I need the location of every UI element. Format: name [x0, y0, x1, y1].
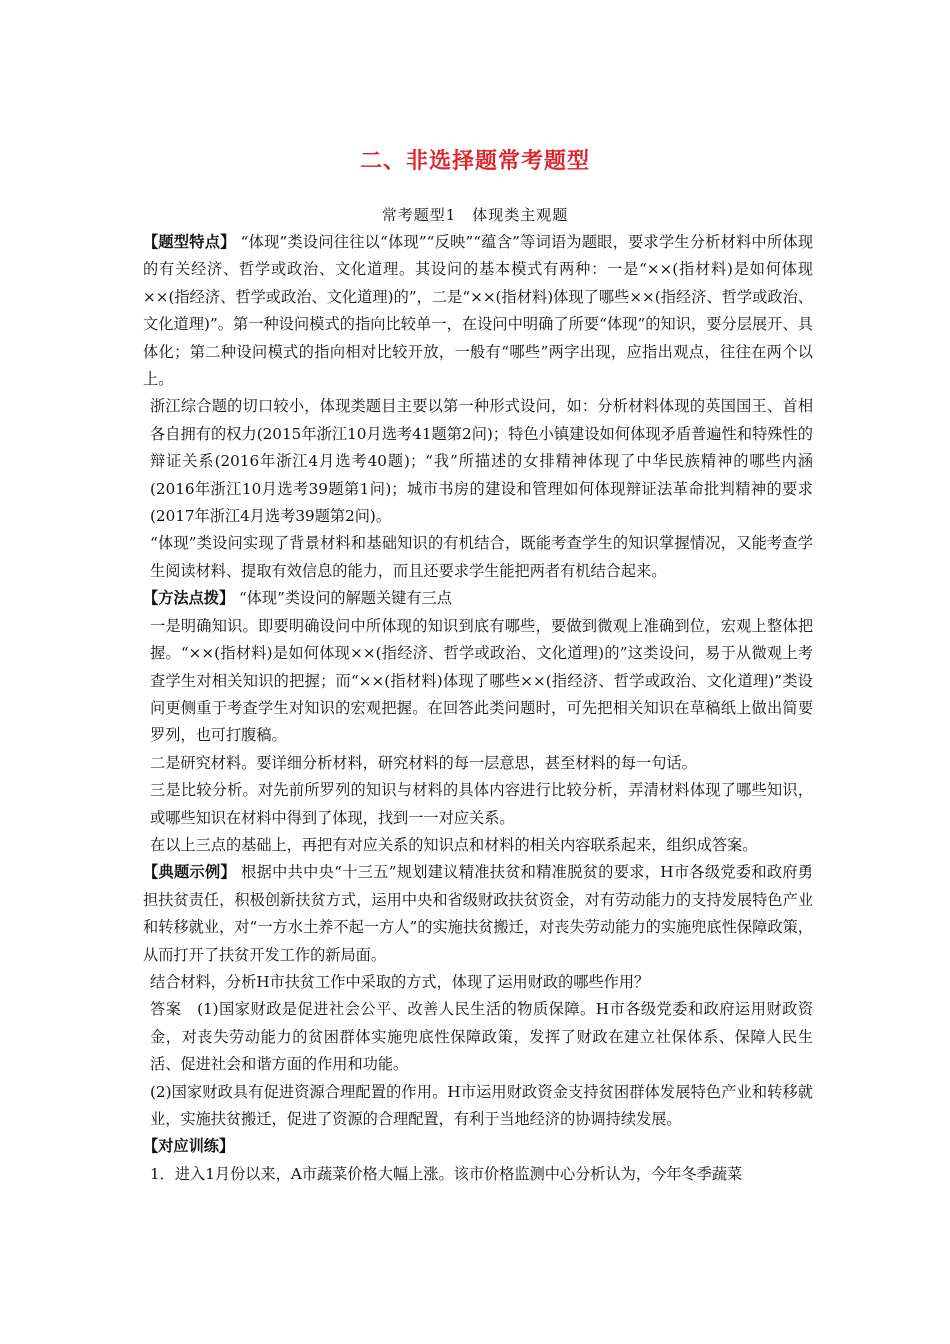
step1-paragraph: 一是明确知识。即要明确设问中所体现的知识到底有哪些，要做到微观上准确到位，宏观上整体把握。“××(指材料)是如何体现××(指经济、哲学或政治、文化道理)的”这类设问，易于从微观上考查学生对相关知识的把握；而“××(指材料)体现了哪些××(指经济、哲学或政治、文化道理)”类设问更侧重于考查学生对知识的宏观把握。在回答此类问题时，可先把相关知识在草稿纸上做出简要罗列，也可打腹稿。 [150, 616, 813, 745]
step-summary-paragraph: 在以上三点的基础上，再把有对应关系的知识点和材料的相关内容联系起来，组织成答案。 [150, 835, 758, 854]
section-subtitle: 常考题型1 体现类主观题 [381, 206, 569, 224]
method-paragraph [143, 585, 813, 612]
training-item-1: 1．进入1月份以来，A市蔬菜价格大幅上涨。该市价格监测中心分析认为，今年冬季蔬菜 [150, 1164, 743, 1183]
features-label: 【题型特点】 [143, 233, 236, 251]
document-body [143, 229, 813, 1188]
answer-paragraph [143, 996, 813, 1078]
question-paragraph: 结合材料，分析H市扶贫工作中采取的方式，体现了运用财政的哪些作用？ [150, 972, 650, 991]
method-label: 【方法点拨】 [143, 589, 235, 608]
answer-text-1: (1)国家财政是促进社会公平、改善人民生活的物质保障。H市各级党委和政府运用财政资金，对丧失劳动能力的贫困群体实施兜底性保障政策，发挥了财政在建立社保体系、保障人民生活、促进社会和谐方面的作用和功能。 [150, 1000, 814, 1074]
training-label: 【对应训练】 [143, 1137, 235, 1156]
example-label: 【典题示例】 [143, 863, 236, 882]
features-text: “体现”类设问往往以“体现”“反映”“蕴含”等词语为题眼，要求学生分析材料中所体现的有关经济、哲学或政治、文化道理。其设问的基本模式有两种：一是“××(指材料)是如何体现××(指经济、哲学或政治、文化道理)的”，二是“××(指材料)体现了哪些××(指经济、哲学或政治、文化道理)”。第一种设问模式的指向比较单一，在设问中明确了所要“体现”的知识，要分层展开、具体化；第二种设问模式的指向相对比较开放，一般有“哪些”两字出现，应指出观点，往往在两个以上。 [143, 233, 814, 389]
combine-paragraph: “体现”类设问实现了背景材料和基础知识的有机结合，既能考查学生的知识掌握情况，又能考查学生阅读材料、提取有效信息的能力，而且还要求学生能把两者有机结合起来。 [150, 534, 813, 580]
example-text: 根据中共中央“十三五”规划建议精准扶贫和精准脱贫的要求，H市各级党委和政府勇担扶贫责任，积极创新扶贫方式，运用中央和省级财政扶贫资金，对有劳动能力的支持发展特色产业和转移就业，对“一方水土养不起一方人”的实施扶贫搬迁，对丧失劳动能力的实施兜底性保障政策，从而打开了扶贫开发工作的新局面。 [143, 863, 813, 964]
training-paragraph [143, 1133, 813, 1160]
answer-label: 答案 [150, 1000, 182, 1019]
zhejiang-paragraph: 浙江综合题的切口较小，体现类题目主要以第一种形式设问，如：分析材料体现的英国国王、首相各自拥有的权力(2015年浙江10月选考41题第2问)；特色小镇建设如何体现矛盾普遍性和特殊性的辩证关系(2016年浙江4月选考40题)；“我”所描述的女排精神体现了中华民族精神的哪些内涵(2016年浙江10月选考39题第1问)；城市书房的建设和管理如何体现辩证法革命批判精神的要求(2017年浙江4月选考39题第2问)。 [150, 397, 813, 526]
features-paragraph [143, 229, 813, 393]
step2-paragraph: 二是研究材料。要详细分析材料，研究材料的每一层意思，甚至材料的每一句话。 [150, 753, 697, 772]
example-paragraph [143, 859, 813, 969]
answer-paragraph-2: (2)国家财政具有促进资源合理配置的作用。H市运用财政资金支持贫困群体发展特色产业和转移就业，实施扶贫搬迁，促进了资源的合理配置，有利于当地经济的协调持续发展。 [150, 1082, 813, 1128]
step3-paragraph: 三是比较分析。对先前所罗列的知识与材料的具体内容进行比较分析，弄清材料体现了哪些知识，或哪些知识在材料中得到了体现，找到一一对应关系。 [150, 781, 813, 827]
document-title: 二、非选择题常考题型 [359, 149, 590, 174]
method-text: “体现”类设问的解题关键有三点 [238, 589, 452, 608]
